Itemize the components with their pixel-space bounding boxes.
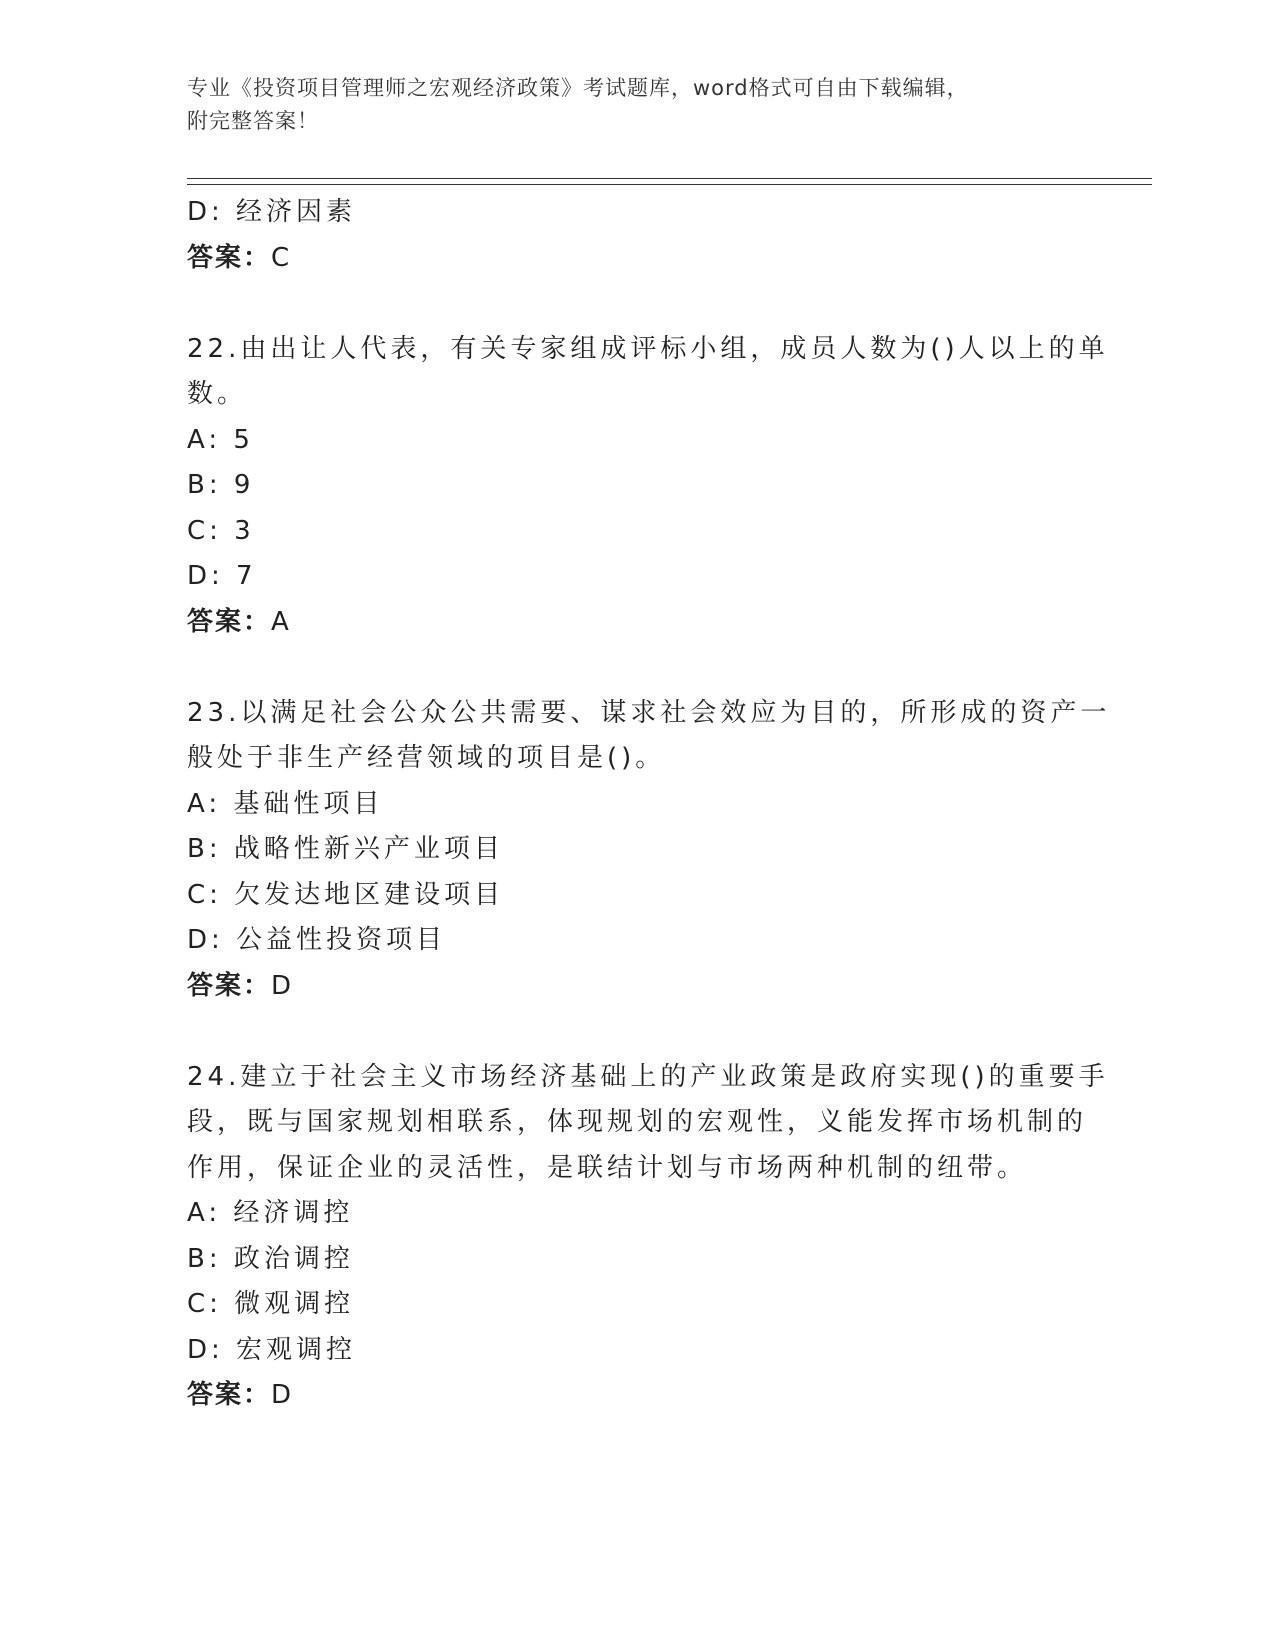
answer-value: C: [271, 242, 292, 273]
answer-line: [187, 600, 1087, 646]
option-b: B: 9: [187, 470, 255, 500]
option-d: D: 经济因素: [187, 197, 357, 227]
spacer: [187, 1009, 1087, 1055]
answer-line: [187, 964, 1087, 1010]
question-stem-line: 24.建立于社会主义市场经济基础上的产业政策是政府实现()的重要手: [187, 1061, 1109, 1092]
question-stem-line: 23.以满足社会公众公共需要、谋求社会效应为目的，所形成的资产一: [187, 697, 1111, 728]
answer-line: [187, 236, 1087, 282]
option-a: A: 5: [187, 424, 254, 455]
option-c: C: 欠发达地区建设项目: [187, 879, 505, 910]
answer-value: A: [271, 606, 291, 637]
question-stem-line: 22.由出让人代表，有关专家组成评标小组，成员人数为()人以上的单: [187, 333, 1109, 364]
header-divider-bottom: [187, 184, 1152, 185]
document-header: [187, 72, 1087, 138]
spacer: [187, 645, 1087, 691]
header-divider-top: [187, 178, 1152, 179]
header-line-2: 附完整答案！: [187, 109, 319, 133]
option-c: C: 3: [187, 515, 255, 546]
answer-value: D: [271, 970, 294, 1001]
question-list: [187, 190, 1111, 1419]
question-stem-line: 段，既与国家规划相联系，体现规划的宏观性，义能发挥市场机制的: [187, 1107, 1088, 1137]
option-b: B: 战略性新兴产业项目: [187, 834, 504, 864]
question-stem-line: 数。: [187, 379, 248, 409]
answer-label: 答案：: [187, 1380, 272, 1410]
spacer: [187, 281, 1087, 327]
header-line-1: 专业《投资项目管理师之宏观经济政策》考试题库，word格式可自由下载编辑，: [187, 76, 969, 100]
question-stem-line: 般处于非生产经营领域的项目是()。: [187, 743, 666, 773]
answer-label: 答案：: [187, 242, 272, 273]
option-a: A: 基础性项目: [187, 788, 384, 819]
option-c: C: 微观调控: [187, 1289, 355, 1319]
option-b: B: 政治调控: [187, 1243, 354, 1274]
option-a: A: 经济调控: [187, 1198, 354, 1228]
option-d: D: 宏观调控: [187, 1334, 357, 1365]
answer-label: 答案：: [187, 606, 272, 637]
question-block: [187, 691, 1111, 1010]
option-d: D: 公益性投资项目: [187, 925, 447, 955]
question-block: [187, 327, 1109, 646]
question-stem-line: 作用，保证企业的灵活性，是联结计划与市场两种机制的纽带。: [187, 1152, 1028, 1183]
answer-label: 答案：: [187, 970, 272, 1001]
question-block: [187, 1055, 1109, 1419]
answer-value: D: [271, 1380, 294, 1410]
option-d: D: 7: [187, 561, 257, 591]
answer-line: [187, 1373, 1087, 1419]
